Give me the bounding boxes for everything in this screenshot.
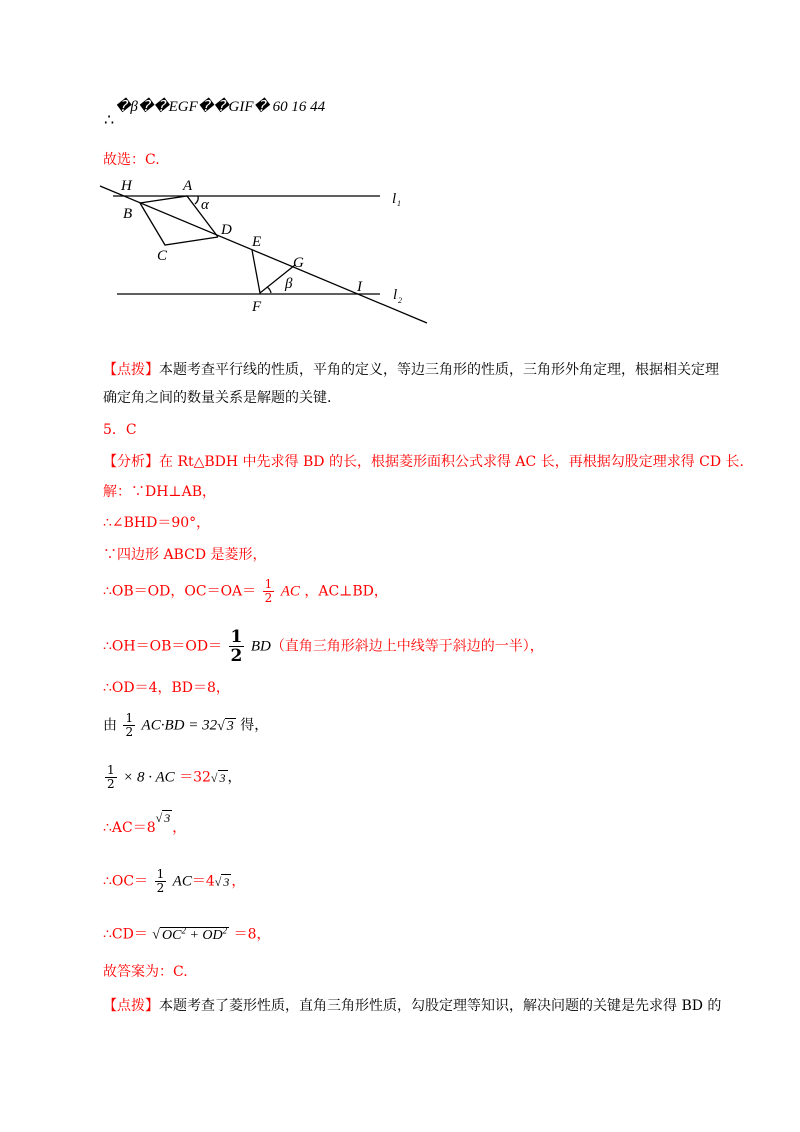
step-median [103, 628, 544, 665]
frac-num: 1 [156, 867, 165, 881]
label-h: H [121, 178, 132, 194]
step-ac-b: ， [172, 820, 187, 836]
var-bd: BD [250, 638, 271, 655]
radicand: 3 [223, 874, 230, 889]
step-oc-c: ， [231, 873, 246, 890]
radicand: 3 [226, 718, 234, 734]
frac-den: 2 [125, 725, 134, 739]
frac-den: 2 [230, 646, 243, 666]
step-rhombus: ∵四边形 ABCD 是菱形， [103, 547, 267, 563]
step-oc-a: ∴OC＝ [103, 873, 149, 890]
analysis-line [103, 452, 744, 472]
final-answer: 故答案为：C. [103, 964, 188, 980]
fraction-half-large [229, 628, 245, 665]
label-b: B [123, 206, 133, 222]
frac-den: 2 [107, 777, 115, 791]
sqrt-3: √ 3 [155, 811, 171, 825]
label-alpha: α [201, 197, 209, 213]
step-substitute-a: × 8 · AC [123, 769, 175, 786]
label-c: C [157, 248, 168, 264]
dianbo-text-2: 本题考查了菱形性质，直角三角形性质，勾股定理等知识，解决问题的关键是先求得 BD 的 [159, 998, 722, 1014]
var-ac: AC [172, 873, 192, 890]
garbled-formula: �β��EGF��GIF� 60 16 44 [115, 99, 326, 115]
label-l2-sub: 2 [398, 296, 402, 305]
angle-alpha-arc [195, 196, 198, 204]
step-od-bd: ∴OD＝4，BD＝8， [103, 680, 230, 696]
label-g: G [293, 255, 304, 271]
step-median-a: ∴OH＝OB＝OD＝ [103, 638, 223, 655]
step-substitute [103, 764, 242, 791]
frac-num: 1 [230, 627, 243, 647]
var-ac: AC [280, 583, 300, 600]
sqrt-3: √ 3 [210, 770, 226, 785]
fraction-half [263, 578, 275, 605]
frac-num: 1 [125, 711, 134, 725]
label-l2: l [393, 287, 398, 303]
label-beta: β [285, 276, 293, 292]
sqrt-3: √ 3 [214, 874, 230, 889]
frac-num: 1 [264, 577, 273, 591]
label-l1: l [392, 191, 397, 207]
step-diagonals-a: ∴OB＝OD，OC＝OA＝ [103, 583, 257, 600]
step-diagonals-b: ，AC⊥BD， [304, 583, 388, 600]
angle-beta-arc [267, 287, 271, 293]
label-l1-sub: 1 [397, 199, 401, 208]
label-a: A [183, 178, 193, 194]
var-od: OD [202, 927, 223, 943]
dianbo-text-1: 本题考查平行线的性质，平角的定义，等边三角形的性质，三角形外角定理，根据相关定理确定角之间的数量关系是解题的关键. [103, 362, 719, 406]
step-area-b: AC·BD = 32 [141, 717, 218, 734]
step-area [103, 712, 268, 739]
step-cd-b: ＝8， [233, 926, 271, 943]
step-ac-a: ∴AC＝8 [103, 820, 156, 836]
radicand [160, 927, 229, 943]
radicand: 3 [219, 770, 226, 785]
step-substitute-c: ， [227, 769, 242, 786]
step-median-b: （直角三角形斜边上中线等于斜边的一半）， [270, 638, 544, 655]
dianbo-tag-2: 【点拨】 [103, 998, 159, 1014]
step-oc-b: ＝4 [191, 873, 215, 890]
dianbo-tag-1: 【点拨】 [103, 362, 159, 378]
analysis-tag: 【分析】 [103, 454, 159, 470]
frac-den: 2 [264, 591, 273, 605]
frac-den: 2 [156, 881, 165, 895]
step-area-a: 由 [103, 717, 117, 734]
dianbo-paragraph-2 [103, 996, 721, 1016]
label-i: I [357, 279, 362, 295]
question-5-answer: 5．C [103, 422, 137, 438]
label-d: D [221, 222, 232, 238]
exp: 2 [181, 925, 186, 935]
step-substitute-b: ＝32 [179, 769, 211, 786]
radicand: 3 [164, 811, 171, 825]
therefore-symbol: ∴ [104, 110, 115, 129]
dianbo-paragraph-1 [103, 356, 723, 412]
step-area-c: 得， [240, 717, 269, 734]
sqrt-pythagoras: √ $OC^2 + OD^2$ [152, 925, 228, 943]
analysis-text: 在 Rt△BDH 中先求得 BD 的长，根据菱形面积公式求得 AC 长，再根据勾股定理求得 CD 长. [159, 454, 744, 470]
fraction-half [123, 712, 135, 739]
fraction-half [105, 764, 117, 791]
exp: 2 [222, 925, 228, 935]
label-e: E [252, 234, 262, 250]
step-cd [103, 920, 271, 946]
plus: + [185, 927, 203, 943]
choice-line: 故选：C. [103, 152, 160, 168]
step-angle-bhd: ∴∠BHD＝90°， [103, 515, 211, 531]
step-oc [103, 868, 245, 895]
geometry-figure [95, 172, 440, 332]
label-f: F [252, 299, 262, 315]
step-diagonals [103, 578, 388, 605]
sqrt-3: √ 3 [217, 718, 234, 734]
transversal-line [100, 186, 427, 323]
step-cd-a: ∴CD＝ [103, 926, 148, 943]
solution-start: 解：∵DH⊥AB， [103, 484, 216, 500]
step-ac [103, 811, 187, 838]
var-oc: OC [161, 927, 182, 943]
frac-num: 1 [107, 763, 115, 777]
fraction-half [155, 868, 167, 895]
